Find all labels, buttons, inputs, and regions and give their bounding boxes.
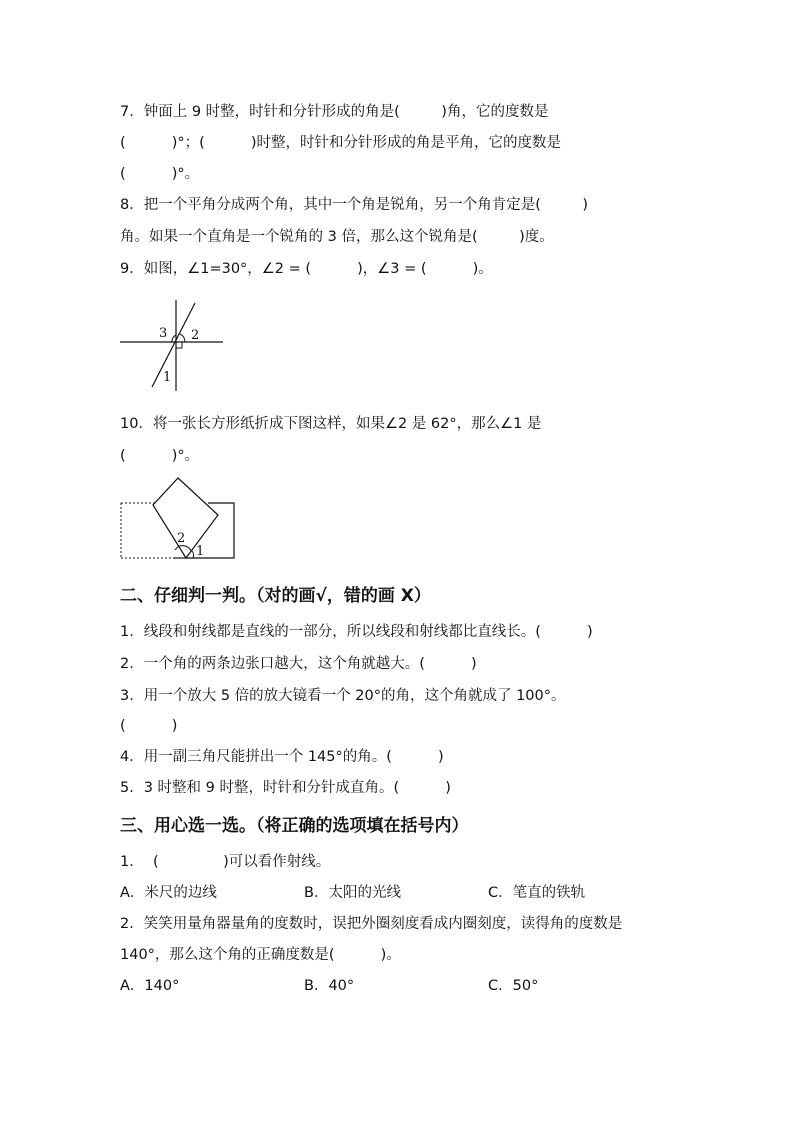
s2-item-4: 4．用一副三角尺能拼出一个 145°的角。( )	[120, 749, 444, 765]
q10-angle2-arc	[175, 546, 191, 551]
q10-line1: 10．将一张长方形纸折成下图这样，如果∠2 是 62°，那么∠1 是	[120, 416, 542, 432]
q9-angle2-arc	[180, 334, 185, 342]
q9-label-2: 2	[191, 328, 200, 343]
q9-slanted-line	[152, 303, 195, 387]
s3-q2-option-a: A．140°	[120, 978, 180, 994]
section2-heading: 二、仔细判一判。（对的画√，错的画 X）	[120, 586, 431, 606]
s3-q1-option-a: A．米尺的边线	[120, 885, 217, 901]
q10-line2: ( )°。	[120, 448, 200, 464]
q9-line1: 9．如图，∠1=30°，∠2 = ( )，∠3 = ( )。	[120, 261, 493, 277]
s2-item-3-blank: ( )	[120, 718, 178, 734]
s2-item-3: 3．用一个放大 5 倍的放大镜看一个 20°的角，这个角就成了 100°。	[120, 688, 566, 704]
s2-item-1: 1．线段和射线都是直线的一部分，所以线段和射线都比直线长。( )	[120, 624, 593, 640]
q9-label-3: 3	[159, 326, 168, 341]
s3-q1-option-c: C．笔直的铁轨	[488, 885, 586, 901]
q7-line2: ( )°；( )时整，时针和分针形成的角是平角，它的度数是	[120, 135, 562, 151]
s3-q2-option-c: C．50°	[488, 978, 539, 994]
q10-angle1-arc	[192, 551, 194, 558]
s3-q1-option-b: B．太阳的光线	[304, 885, 401, 901]
q7-line3: ( )°。	[120, 166, 200, 182]
q7-line1: 7．钟面上 9 时整，时针和分针形成的角是( )角，它的度数是	[120, 104, 549, 120]
q8-line1: 8．把一个平角分成两个角，其中一个角是锐角，另一个角肯定是( )	[120, 197, 589, 213]
q10-folded-paper-figure	[118, 475, 238, 565]
q9-angle-figure	[115, 295, 230, 395]
q10-label-1: 1	[196, 544, 205, 559]
section3-heading: 三、用心选一选。（将正确的选项填在括号内）	[120, 816, 469, 836]
s3-q2-line1: 2．笑笑用量角器量角的度数时，误把外圈刻度看成内圈刻度，读得角的度数是	[120, 916, 623, 932]
q10-label-2: 2	[177, 531, 186, 546]
s2-item-2: 2．一个角的两条边张口越大，这个角就越大。( )	[120, 656, 477, 672]
s3-q1: 1． ( )可以看作射线。	[120, 854, 331, 870]
s3-q2-option-b: B．40°	[304, 978, 355, 994]
s3-q2-line2: 140°，那么这个角的正确度数是( )。	[120, 947, 401, 963]
q10-rectangle-edge	[186, 503, 234, 558]
q8-line2: 角。如果一个直角是一个锐角的 3 倍，那么这个锐角是( )度。	[120, 229, 554, 245]
q9-label-1: 1	[163, 370, 172, 385]
q9-right-angle-mark	[176, 342, 182, 348]
s2-item-5: 5．3 时整和 9 时整，时针和分针成直角。( )	[120, 780, 451, 796]
